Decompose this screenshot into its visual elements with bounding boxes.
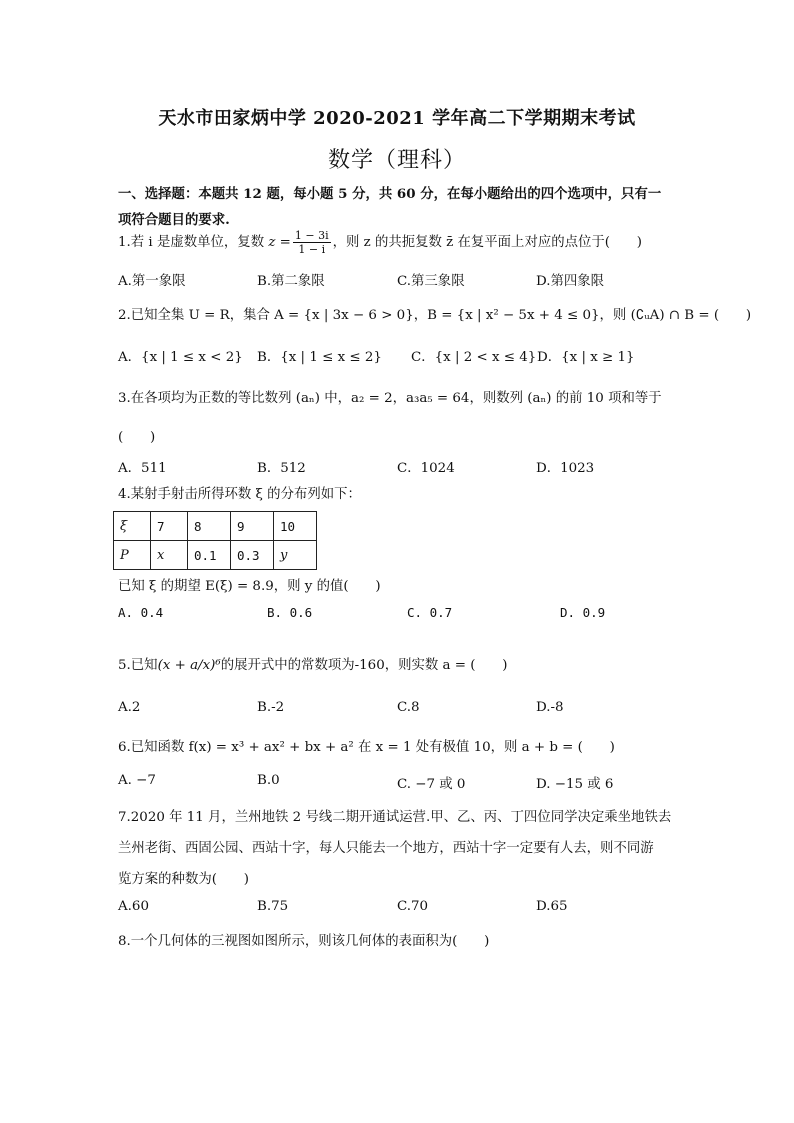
q4-option-c[interactable]: C. 0.7 [407,605,453,620]
distribution-table [113,511,317,570]
table-cell: 0.3 [231,541,274,570]
question-4: 4.某射手射击所得环数 ξ 的分布列如下： [118,487,361,502]
table-cell: 9 [231,512,274,541]
exam-subtitle: 数学（理科） [327,148,466,173]
q6-option-d[interactable]: D. −15 或 6 [536,777,614,792]
q1-option-b[interactable]: B.第二象限 [257,274,325,289]
q5-option-d[interactable]: D.-8 [536,700,564,715]
question-7-line1: 7.2020 年 11 月，兰州地铁 2 号线二期开通试运营.甲、乙、丙、丁四位同学决定乘坐地铁去 [118,810,672,825]
q6-option-c[interactable]: C. −7 或 0 [397,777,466,792]
question-7-line2: 兰州老街、西固公园、西站十字，每人只能去一个地方，西站十字一定要有人去，则不同游 [118,841,654,856]
q1-fraction [293,229,331,256]
q1-prefix: 1.若 i 是虚数单位，复数 [118,235,269,250]
q3-option-a[interactable]: A．511 [118,461,167,476]
q1-option-c[interactable]: C.第三象限 [397,274,465,289]
q1-option-a[interactable]: A.第一象限 [118,274,186,289]
table-row [114,512,317,541]
q3-option-d[interactable]: D．1023 [536,461,595,476]
table-cell: 7 [151,512,188,541]
q5-option-b[interactable]: B.-2 [257,700,285,715]
q1-option-d[interactable]: D.第四象限 [536,274,605,289]
table-row [114,541,317,570]
q6-option-a[interactable]: A. −7 [118,773,156,788]
table-cell: 8 [188,512,231,541]
table-cell: P [114,541,151,570]
question-5 [118,654,507,673]
q2-option-d[interactable]: D．{x | x ≥ 1} [537,350,635,365]
q1-suffix: ，则 z 的共扼复数 z̄ 在复平面上对应的点位于( ) [332,235,643,250]
q7-option-c[interactable]: C.70 [397,899,429,914]
q3-option-b[interactable]: B．512 [257,461,306,476]
q2-option-c[interactable]: C．{x | 2 < x ≤ 4} [411,350,537,365]
q5-option-a[interactable]: A.2 [118,700,141,715]
q2-option-a[interactable]: A．{x | 1 ≤ x < 2} [118,350,243,365]
q3-option-c[interactable]: C．1024 [397,461,455,476]
q5-expression: (x + a/x)⁶ [157,658,221,673]
table-cell: ξ [114,512,151,541]
question-6: 6.已知函数 f(x) = x³ + ax² + bx + a² 在 x = 1 处有极值 10，则 a + b = ( ) [118,740,615,755]
q1-fraction-denominator: 1 − i [298,243,326,256]
q4-option-a[interactable]: A. 0.4 [118,605,164,620]
section-heading-line2: 项符合题目的要求. [118,212,230,228]
q1-fraction-numerator: 1 − 3i [294,229,329,242]
q5-option-c[interactable]: C.8 [397,700,420,715]
exam-title: 天水市田家炳中学 2020-2021 学年高二下学期期末考试 [158,108,636,129]
question-2: 2.已知全集 U = R，集合 A = {x | 3x − 6 > 0}，B = {x | x² − 5x + 4 ≤ 0}，则 (∁ᵤA) ∩ B = ( ) [118,308,752,323]
q4-followup: 已知 ξ 的期望 E(ξ) = 8.9，则 y 的值( ) [118,579,381,594]
q7-option-b[interactable]: B.75 [257,899,289,914]
question-7-line3: 览方案的种数为( ) [118,872,249,887]
q5-suffix: 的展开式中的常数项为-160，则实数 a = ( ) [220,658,508,673]
question-8: 8.一个几何体的三视图如图所示，则该几何体的表面积为( ) [118,934,490,949]
table-cell: x [151,541,188,570]
q7-option-d[interactable]: D.65 [536,899,568,914]
section-heading [118,181,678,233]
table-cell: 10 [274,512,317,541]
table-cell: 0.1 [188,541,231,570]
question-3: 3.在各项均为正数的等比数列 (aₙ) 中，a₂ = 2，a₃a₅ = 64，则数列 (aₙ) 的前 10 项和等于 [118,391,662,406]
q2-option-b[interactable]: B．{x | 1 ≤ x ≤ 2} [257,350,382,365]
section-heading-line1: 一、选择题：本题共 12 题，每小题 5 分，共 60 分，在每小题给出的四个选项中，只有一 [118,186,662,202]
q4-option-d[interactable]: D. 0.9 [560,605,606,620]
table-cell: y [274,541,317,570]
q3-answer-blank: ( ) [118,430,156,445]
q4-option-b[interactable]: B. 0.6 [267,605,313,620]
q5-prefix: 5.已知 [118,658,158,673]
q6-option-b[interactable]: B.0 [257,773,280,788]
q7-option-a[interactable]: A.60 [118,899,149,914]
question-1 [118,229,642,256]
q1-variable: z = [268,235,291,250]
